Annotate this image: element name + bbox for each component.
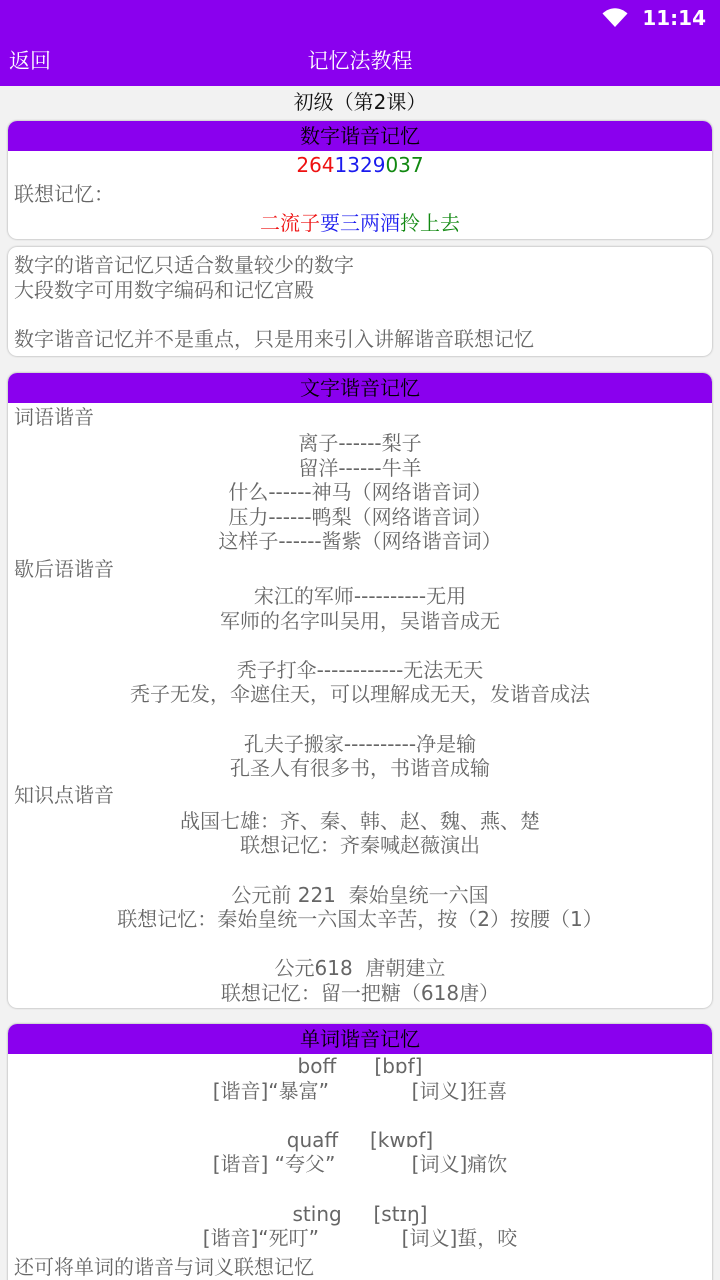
card-header: 单词谐音记忆	[8, 1024, 712, 1054]
assoc-label: 联想记忆：	[14, 182, 114, 206]
wifi-icon	[602, 8, 628, 28]
list-item: 公元618 唐朝建立	[274, 956, 446, 981]
note-line: 大段数字可用数字编码和记忆宫殿	[14, 277, 314, 302]
list-item: 留洋------牛羊	[298, 455, 422, 480]
list-item: 秃子无发，伞遮住天，可以理解成无天，发谐音成法	[130, 682, 590, 707]
page-title: 记忆法教程	[307, 49, 413, 73]
phrase-part: 二流子	[260, 211, 320, 235]
list-item: 离子------梨子	[298, 431, 422, 455]
list-item: 战国七雄：齐、秦、韩、赵、魏、燕、楚	[180, 808, 540, 833]
list-item: [谐音]“死叮” [词义]蜇，咬	[202, 1226, 518, 1251]
number-homophone-card	[8, 121, 712, 239]
footer-line: 还可将单词的谐音与词义联想记忆	[14, 1254, 314, 1279]
section-label: 词语谐音	[14, 405, 94, 429]
number-part: 1329	[334, 153, 386, 177]
phrase-part: 要三两酒	[320, 211, 400, 235]
list-item	[8, 1103, 712, 1128]
list-item: boff [bɒf]	[297, 1054, 423, 1078]
list-item: sting [stɪŋ]	[292, 1201, 428, 1226]
card-header: 数字谐音记忆	[8, 121, 712, 151]
back-button[interactable]: 返回	[9, 49, 51, 73]
list-item: [谐音]“暴富” [词义]狂喜	[212, 1078, 508, 1103]
text-homophone-card	[8, 373, 712, 1008]
list-item: 孔圣人有很多书，书谐音成输	[230, 756, 490, 781]
list-item	[8, 858, 712, 883]
app-bar	[0, 36, 720, 86]
note-line: 数字谐音记忆并不是重点，只是用来引入讲解谐音联想记忆	[14, 326, 534, 351]
section-label: 歇后语谐音	[14, 556, 114, 581]
number-part: 264	[296, 153, 335, 177]
status-bar	[0, 0, 720, 36]
list-item: 公元前 221 秦始皇统一六国	[231, 882, 489, 907]
list-item: 军师的名字叫吴用，吴谐音成无	[220, 608, 500, 633]
list-item	[8, 707, 712, 732]
note-line	[8, 302, 712, 327]
list-item: 联想记忆：齐秦喊赵薇演出	[240, 833, 480, 858]
list-item	[8, 932, 712, 957]
list-item: quaff [kwɒf]	[286, 1127, 434, 1152]
card-header: 文字谐音记忆	[8, 373, 712, 403]
number-part: 037	[385, 153, 424, 177]
phrase-part: 拎上去	[400, 211, 460, 235]
list-item: 压力------鸭梨（网络谐音词）	[228, 504, 492, 529]
clock: 11:14	[642, 6, 706, 30]
lesson-title: 初级（第2课）	[293, 90, 427, 114]
list-item: 联想记忆：秦始皇统一六国太辛苦，按（2）按腰（1）	[117, 907, 603, 932]
list-item: [谐音] “夸父” [词义]痛饮	[212, 1152, 508, 1177]
list-item: 联想记忆：留一把糖（618唐）	[220, 980, 500, 1005]
note-line: 数字的谐音记忆只适合数量较少的数字	[14, 253, 354, 277]
section-label: 知识点谐音	[14, 782, 114, 807]
list-item: 这样子------酱紫（网络谐音词）	[218, 529, 502, 554]
list-item: 宋江的军师----------无用	[253, 583, 467, 608]
list-item: 孔夫子搬家----------净是输	[243, 731, 477, 756]
list-item	[8, 1177, 712, 1202]
list-item	[8, 633, 712, 658]
note-card	[8, 247, 712, 356]
list-item: 秃子打伞------------无法无天	[236, 657, 484, 682]
assoc-phrase	[8, 209, 712, 237]
number-sequence	[8, 151, 712, 179]
word-homophone-card	[8, 1024, 712, 1280]
list-item: 什么------神马（网络谐音词）	[228, 480, 492, 505]
